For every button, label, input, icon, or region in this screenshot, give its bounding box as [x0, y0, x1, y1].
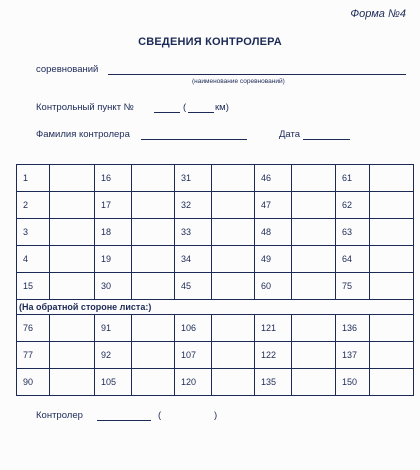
reverse-side-note: (На обратной стороне листа:): [17, 300, 414, 315]
time-entry-cell[interactable]: [212, 246, 255, 273]
time-entry-cell[interactable]: [50, 219, 95, 246]
time-entry-cell[interactable]: [50, 246, 95, 273]
time-entry-cell[interactable]: [212, 315, 255, 342]
time-entry-cell[interactable]: [132, 192, 175, 219]
bib-number-cell: 122: [255, 342, 292, 369]
bib-number-cell: 107: [175, 342, 212, 369]
time-entry-cell[interactable]: [132, 369, 175, 396]
time-entry-cell[interactable]: [370, 165, 414, 192]
front-rows: [17, 165, 414, 300]
bib-number-cell: 77: [17, 342, 50, 369]
bib-number-cell: 91: [95, 315, 132, 342]
form-number: Форма №4: [350, 8, 406, 20]
bib-number-cell: 15: [17, 273, 50, 300]
time-entry-cell[interactable]: [292, 192, 336, 219]
controller-surname-label: Фамилия контролера: [36, 129, 130, 140]
bib-number-cell: 32: [175, 192, 212, 219]
bib-number-cell: 121: [255, 315, 292, 342]
time-entry-cell[interactable]: [292, 219, 336, 246]
bib-number-cell: 105: [95, 369, 132, 396]
competition-field[interactable]: [108, 74, 406, 75]
bib-number-cell: 90: [17, 369, 50, 396]
time-entry-cell[interactable]: [292, 273, 336, 300]
bib-number-cell: 76: [17, 315, 50, 342]
bib-number-cell: 136: [336, 315, 370, 342]
date-field[interactable]: [303, 139, 350, 140]
table-row: [17, 219, 414, 246]
signature-label: Контролер: [36, 410, 83, 421]
time-entry-cell[interactable]: [132, 165, 175, 192]
time-entry-cell[interactable]: [292, 342, 336, 369]
bib-number-cell: 3: [17, 219, 50, 246]
bib-number-cell: 61: [336, 165, 370, 192]
time-entry-cell[interactable]: [132, 246, 175, 273]
time-entry-cell[interactable]: [370, 273, 414, 300]
time-entry-cell[interactable]: [370, 342, 414, 369]
back-rows: [17, 315, 414, 396]
table-row: [17, 192, 414, 219]
bib-number-cell: 4: [17, 246, 50, 273]
reverse-side-row: [17, 300, 414, 315]
controller-surname-field[interactable]: [141, 139, 247, 140]
bib-number-cell: 75: [336, 273, 370, 300]
checkpoint-label: Контрольный пункт №: [36, 102, 134, 113]
bib-number-cell: 60: [255, 273, 292, 300]
table-row: [17, 342, 414, 369]
bib-number-cell: 137: [336, 342, 370, 369]
bib-number-cell: 48: [255, 219, 292, 246]
bib-number-cell: 106: [175, 315, 212, 342]
time-entry-cell[interactable]: [132, 342, 175, 369]
time-entry-cell[interactable]: [370, 315, 414, 342]
time-entry-cell[interactable]: [292, 369, 336, 396]
signature-paren-open: (: [158, 410, 162, 421]
bib-number-cell: 30: [95, 273, 132, 300]
checkpoint-km-unit: км): [215, 102, 229, 113]
time-entry-cell[interactable]: [292, 315, 336, 342]
time-entry-cell[interactable]: [212, 273, 255, 300]
bib-number-cell: 62: [336, 192, 370, 219]
table-row: [17, 165, 414, 192]
page-title: СВЕДЕНИЯ КОНТРОЛЕРА: [138, 36, 282, 48]
time-entry-cell[interactable]: [212, 165, 255, 192]
checkpoint-km-open: (: [183, 102, 187, 113]
table-row: [17, 246, 414, 273]
bib-number-cell: 34: [175, 246, 212, 273]
time-entry-cell[interactable]: [50, 273, 95, 300]
bib-number-cell: 46: [255, 165, 292, 192]
bib-number-cell: 33: [175, 219, 212, 246]
time-entry-cell[interactable]: [370, 246, 414, 273]
bib-number-cell: 63: [336, 219, 370, 246]
bib-number-cell: 17: [95, 192, 132, 219]
table-row: [17, 273, 414, 300]
time-entry-cell[interactable]: [212, 192, 255, 219]
signature-paren-close: ): [214, 410, 218, 421]
time-entry-cell[interactable]: [50, 369, 95, 396]
table-row: [17, 315, 414, 342]
bib-number-cell: 45: [175, 273, 212, 300]
table-row: [17, 369, 414, 396]
time-entry-cell[interactable]: [50, 192, 95, 219]
time-entry-cell[interactable]: [50, 315, 95, 342]
date-label: Дата: [279, 129, 301, 140]
time-entry-cell[interactable]: [370, 192, 414, 219]
time-entry-cell[interactable]: [370, 219, 414, 246]
bib-number-cell: 49: [255, 246, 292, 273]
time-entry-cell[interactable]: [212, 219, 255, 246]
bib-number-cell: 47: [255, 192, 292, 219]
time-entry-cell[interactable]: [50, 342, 95, 369]
time-entry-cell[interactable]: [132, 219, 175, 246]
time-entry-cell[interactable]: [292, 246, 336, 273]
bib-number-cell: 135: [255, 369, 292, 396]
time-entry-cell[interactable]: [50, 165, 95, 192]
bib-number-cell: 92: [95, 342, 132, 369]
bib-number-cell: 64: [336, 246, 370, 273]
time-entry-cell[interactable]: [370, 369, 414, 396]
signature-field[interactable]: [97, 420, 151, 421]
time-entry-cell[interactable]: [132, 273, 175, 300]
time-entry-cell[interactable]: [212, 369, 255, 396]
bib-number-cell: 19: [95, 246, 132, 273]
bib-number-cell: 16: [95, 165, 132, 192]
bib-number-cell: 2: [17, 192, 50, 219]
time-entry-cell[interactable]: [292, 165, 336, 192]
bib-number-cell: 1: [17, 165, 50, 192]
checkpoint-number-field[interactable]: [154, 112, 180, 113]
competition-label: соревнований: [36, 64, 99, 75]
checkpoint-km-field[interactable]: [188, 112, 214, 113]
competition-hint: (наименование соревнований): [192, 78, 285, 85]
checkpoint-table: [16, 164, 414, 396]
bib-number-cell: 31: [175, 165, 212, 192]
bib-number-cell: 120: [175, 369, 212, 396]
bib-number-cell: 150: [336, 369, 370, 396]
bib-number-cell: 18: [95, 219, 132, 246]
time-entry-cell[interactable]: [212, 342, 255, 369]
time-entry-cell[interactable]: [132, 315, 175, 342]
